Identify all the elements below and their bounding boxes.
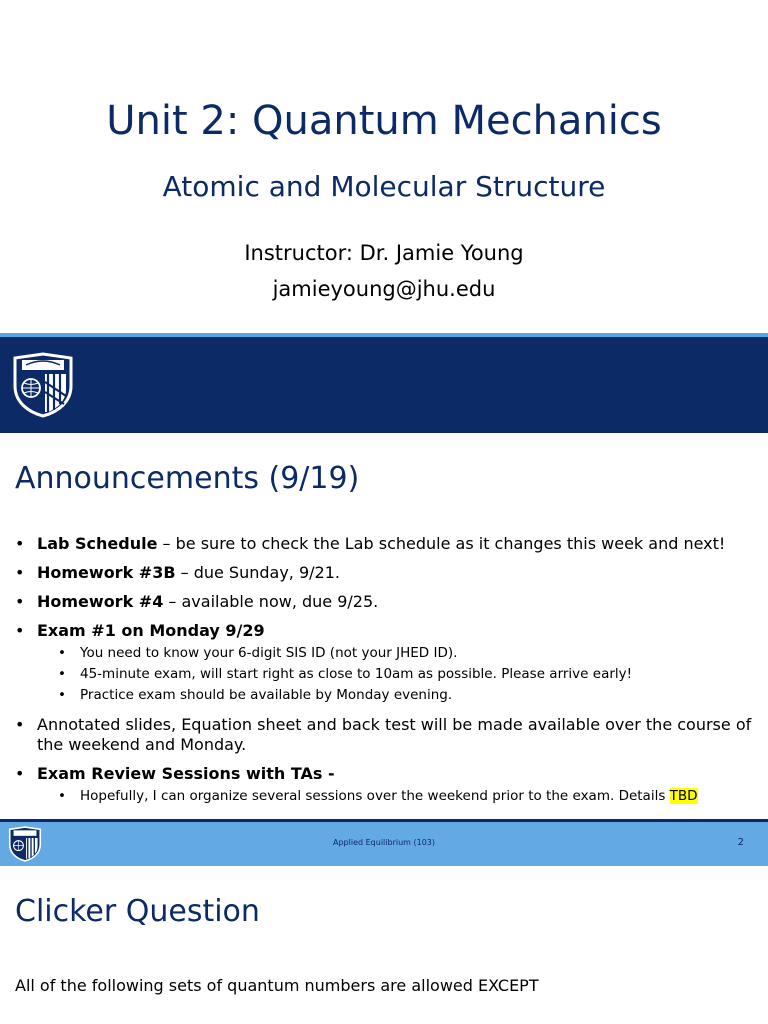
sub-item-text: Hopefully, I can organize several sessions over the weekend prior to the exam. Details [80,788,670,804]
slide-subtitle: Atomic and Molecular Structure [162,170,606,203]
list-item [15,563,755,583]
sub-list-item: • You need to know your 6-digit SIS ID (not your JHED ID). [37,643,755,664]
item-title: Homework #4 [37,592,164,611]
instructor-name: Instructor: Dr. Jamie Young [244,241,524,265]
item-text: – due Sunday, 9/21. [175,563,340,582]
list-item [15,534,755,554]
course-name: Applied Equilibrium (103) [333,838,435,847]
list-item [15,715,755,755]
item-text: Annotated slides, Equation sheet and back test will be made available over the course of the weekend and Monday. [37,715,752,754]
title-slide [0,0,768,333]
instructor-email: jamieyoung@jhu.edu [272,277,496,301]
list-item [15,592,755,612]
item-text: – available now, due 9/25. [163,592,379,611]
clicker-heading: Clicker Question [15,894,260,929]
highlighted-text: TBD [669,788,698,804]
announcements-heading: Announcements (9/19) [15,461,360,496]
item-title: Exam #1 on Monday 9/29 [37,621,265,640]
item-text: – be sure to check the Lab schedule as it changes this week and next! [157,534,726,553]
item-title: Exam Review Sessions with TAs - [37,764,335,783]
list-item [15,764,755,807]
slide-title: Unit 2: Quantum Mechanics [106,98,662,144]
slide-footer [0,822,768,866]
sub-list-item: • 45-minute exam, will start right as close to 10am as possible. Please arrive early! [37,664,755,685]
sub-list [37,786,755,807]
page-number: 2 [737,837,744,848]
sub-list-item: • Practice exam should be available by Monday evening. [37,685,755,706]
sub-list [37,643,755,706]
list-item [15,621,755,706]
university-crest-icon [12,352,74,418]
item-title: Homework #3B [37,563,176,582]
item-title: Lab Schedule [37,534,158,553]
clicker-question-text: All of the following sets of quantum numbers are allowed EXCEPT [15,976,539,995]
announcements-list [15,534,755,816]
title-banner [0,337,768,433]
sub-list-item [37,786,755,807]
